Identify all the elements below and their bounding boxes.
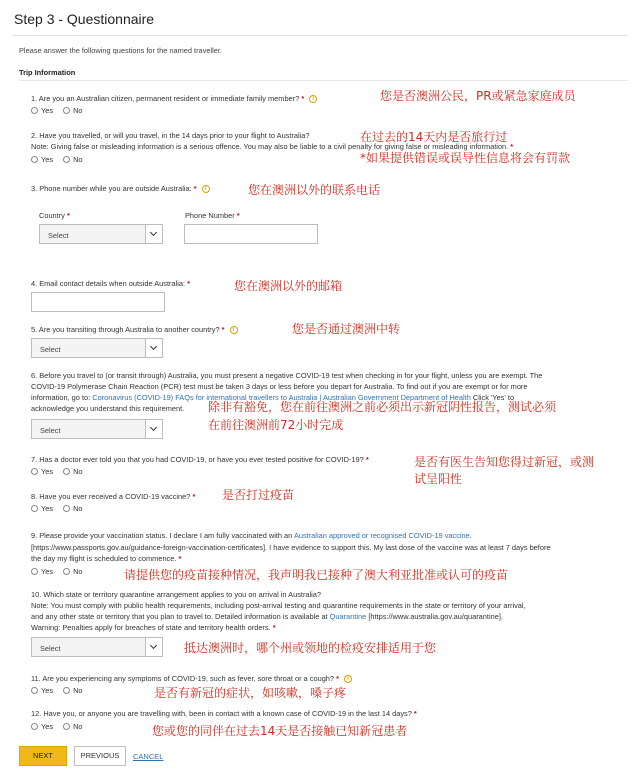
pcr-test-select[interactable] [31, 419, 163, 439]
question-11-options [31, 686, 90, 696]
question-5 [31, 325, 238, 335]
country-label-text: Country [39, 211, 65, 220]
question-12-options [31, 722, 90, 732]
chevron-down-icon [145, 638, 162, 656]
required-marker: * [193, 184, 197, 193]
question-10-line-3-suffix: [https://www.australia.gov.au/quarantine]. [368, 612, 503, 621]
required-marker: * [236, 211, 240, 220]
radio-no[interactable] [63, 568, 70, 575]
question-12-text: 12. Have you, or anyone you are travelling with, been in contact with a known case of COVID-19 in the last 14 days? [31, 709, 412, 718]
annotation-q2-penalty: *如果提供错误或误导性信息将会有罚款 [360, 151, 571, 165]
question-1-text: 1. Are you an Australian citizen, permanent resident or immediate family member? [31, 94, 300, 103]
question-4-text: 4. Email contact details when outside Australia: [31, 279, 186, 288]
radio-yes[interactable] [31, 723, 38, 730]
question-6-line-4: acknowledge you understand this requirement. [31, 404, 185, 413]
quarantine-select[interactable] [31, 637, 163, 657]
radio-no[interactable] [63, 156, 70, 163]
question-3 [31, 184, 210, 194]
question-9-text: 9. Please provide your vaccination status. I declare I am fully vaccinated with an [31, 531, 293, 540]
radio-yes-label: Yes [41, 686, 54, 695]
phone-number-label-text: Phone Number [185, 211, 235, 220]
question-10-line-4 [31, 623, 276, 633]
question-11-text: 11. Are you experiencing any symptoms of COVID-19, such as fever, sore throat or a cough? [31, 674, 335, 683]
question-11 [31, 674, 352, 684]
question-7-options [31, 467, 90, 477]
section-divider [19, 80, 628, 81]
question-9-line-3 [31, 554, 181, 564]
select-value: Select [40, 644, 61, 653]
annotation-q7-line-2: 试呈阳性 [414, 472, 463, 486]
annotation-q8: 是否打过疫苗 [222, 488, 295, 502]
info-icon[interactable]: i [230, 326, 238, 334]
title-divider [12, 35, 628, 36]
annotation-q7-line-1: 是否有医生告知您得过新冠，或测 [414, 455, 595, 469]
annotation-q9: 请提供您的疫苗接种情况，我声明我已接种了澳大利亚批准或认可的疫苗 [124, 568, 509, 582]
question-2-note-text: Note: Giving false or misleading information is a serious offence. You may also be liable to a civil penalty for giving false or misleading information. [31, 142, 509, 151]
question-10-line-1: 10. Which state or territory quarantine arrangement applies to you on arrival in Australia? [31, 590, 322, 599]
approved-vaccine-link[interactable]: Australian approved or recognised COVID-19 vaccine. [293, 531, 472, 540]
annotation-q1: 您是否澳洲公民，PR或紧急家庭成员 [380, 89, 576, 103]
radio-yes-label: Yes [41, 504, 54, 513]
annotation-q6-line-1: 除非有豁免，您在前往澳洲之前必须出示新冠阴性报告，测试必须 [208, 400, 557, 414]
chevron-down-icon [145, 339, 162, 357]
question-6-line-2: COVID-19 Polymerase Chain Reaction (PCR) test must be taken 3 days or less before you depart for Australia. To find out if you are exempt or for more [31, 382, 528, 391]
radio-no[interactable] [63, 505, 70, 512]
radio-no[interactable] [63, 723, 70, 730]
radio-yes-label: Yes [41, 722, 54, 731]
question-9-line-3-text: the day my flight is scheduled to commence. [31, 554, 177, 563]
select-value: Select [40, 426, 61, 435]
question-2-options [31, 155, 90, 165]
radio-yes[interactable] [31, 156, 38, 163]
question-10-line-3-text: and any other state or territory that you plan to travel to. Detailed information is available at [31, 612, 328, 621]
question-9-line-1 [31, 531, 472, 541]
question-12 [31, 709, 417, 719]
question-3-text: 3. Phone number while you are outside Australia: [31, 184, 192, 193]
radio-yes[interactable] [31, 687, 38, 694]
radio-no-label: No [73, 504, 83, 513]
question-9-line-2: [https://www.passports.gov.au/guidance-foreign-vaccination-certificates]. I have evidence to support this. My last dose of the vaccine was at least 7 days before [31, 543, 551, 552]
annotation-q12: 您或您的同伴在过去14天是否接触已知新冠患者 [152, 724, 408, 738]
transit-select[interactable] [31, 338, 163, 358]
question-6-line-3-suffix: Click 'Yes' to [472, 393, 515, 402]
phone-number-label [185, 211, 240, 221]
cancel-link[interactable]: CANCEL [133, 752, 164, 761]
email-input[interactable] [31, 292, 165, 312]
radio-no-label: No [73, 686, 83, 695]
question-8 [31, 492, 195, 502]
annotation-q11: 是否有新冠的症状，如咳嗽，嗓子疼 [154, 686, 347, 700]
required-marker: * [178, 554, 182, 563]
required-marker: * [301, 94, 305, 103]
previous-button[interactable]: PREVIOUS [74, 746, 126, 766]
required-marker: * [272, 623, 276, 632]
select-value: Select [40, 345, 61, 354]
radio-yes-label: Yes [41, 467, 54, 476]
question-1-options [31, 106, 90, 116]
question-10-line-3 [31, 612, 503, 622]
radio-yes[interactable] [31, 568, 38, 575]
chevron-down-icon [145, 225, 162, 243]
question-4 [31, 279, 190, 289]
annotation-q2-travel: 在过去的14天内是否旅行过 [360, 130, 508, 144]
info-icon[interactable]: i [309, 95, 317, 103]
required-marker: * [221, 325, 225, 334]
question-2-text: 2. Have you travelled, or will you travel, in the 14 days prior to your flight to Australia? [31, 131, 310, 140]
phone-number-input[interactable] [184, 224, 318, 244]
info-icon[interactable]: i [202, 185, 210, 193]
annotation-q4: 您在澳洲以外的邮箱 [234, 279, 343, 293]
required-marker: * [66, 211, 70, 220]
radio-yes-label: Yes [41, 106, 54, 115]
radio-yes-label: Yes [41, 155, 54, 164]
required-marker: * [365, 455, 369, 464]
radio-yes-label: Yes [41, 567, 54, 576]
question-6-line-3-text: information, go to: [31, 393, 91, 402]
chevron-down-icon [145, 420, 162, 438]
question-1 [31, 94, 317, 104]
radio-no[interactable] [63, 687, 70, 694]
question-8-text: 8. Have you ever received a COVID-19 vaccine? [31, 492, 191, 501]
quarantine-link[interactable]: Quarantine [329, 612, 367, 621]
radio-yes[interactable] [31, 505, 38, 512]
required-marker: * [413, 709, 417, 718]
annotation-q3: 您在澳洲以外的联系电话 [248, 183, 381, 197]
country-label [39, 211, 70, 221]
radio-no-label: No [73, 106, 83, 115]
radio-no[interactable] [63, 107, 70, 114]
radio-no-label: No [73, 155, 83, 164]
radio-yes[interactable] [31, 107, 38, 114]
question-5-text: 5. Are you transiting through Australia to another country? [31, 325, 220, 334]
required-marker: * [187, 279, 191, 288]
section-title: Trip Information [19, 68, 76, 77]
radio-yes[interactable] [31, 468, 38, 475]
radio-no-label: No [73, 567, 83, 576]
radio-no-label: No [73, 722, 83, 731]
question-10-line-4-text: Warning: Penalties apply for breaches of state and territory health orders. [31, 623, 271, 632]
question-8-options [31, 504, 90, 514]
radio-no-label: No [73, 467, 83, 476]
annotation-q10: 抵达澳洲时，哪个州或领地的检疫安排适用于您 [184, 641, 437, 655]
page-title: Step 3 - Questionnaire [14, 11, 155, 27]
annotation-q6-line-2: 在前往澳洲前72小时完成 [208, 418, 344, 432]
annotation-q5: 您是否通过澳洲中转 [292, 322, 401, 336]
question-7-text: 7. Has a doctor ever told you that you had COVID-19, or have you ever tested positive for COVID-19? [31, 455, 364, 464]
question-6-line-1: 6. Before you travel to (or transit through) Australia, you must present a negative COVID-19 test when checking in for your flight, unless you are exempt. The [31, 371, 543, 380]
country-select[interactable] [39, 224, 163, 244]
covid-faq-link[interactable]: Coronavirus (COVID-19) FAQs for international travellers to Australia | Australian Government Department of Health [92, 393, 471, 402]
select-value: Select [48, 231, 69, 240]
required-marker: * [336, 674, 339, 683]
next-button[interactable]: NEXT [19, 746, 67, 766]
required-marker: * [510, 142, 514, 151]
instruction-text: Please answer the following questions for the named traveller. [19, 46, 222, 55]
required-marker: * [192, 492, 196, 501]
question-10-line-2: Note: You must comply with public health requirements, including post-arrival testing and quarantine requirements in the state or territory of your arrival, [31, 601, 526, 610]
question-7 [31, 455, 369, 465]
info-icon[interactable]: i [344, 675, 352, 683]
question-9-options [31, 567, 90, 577]
radio-no[interactable] [63, 468, 70, 475]
